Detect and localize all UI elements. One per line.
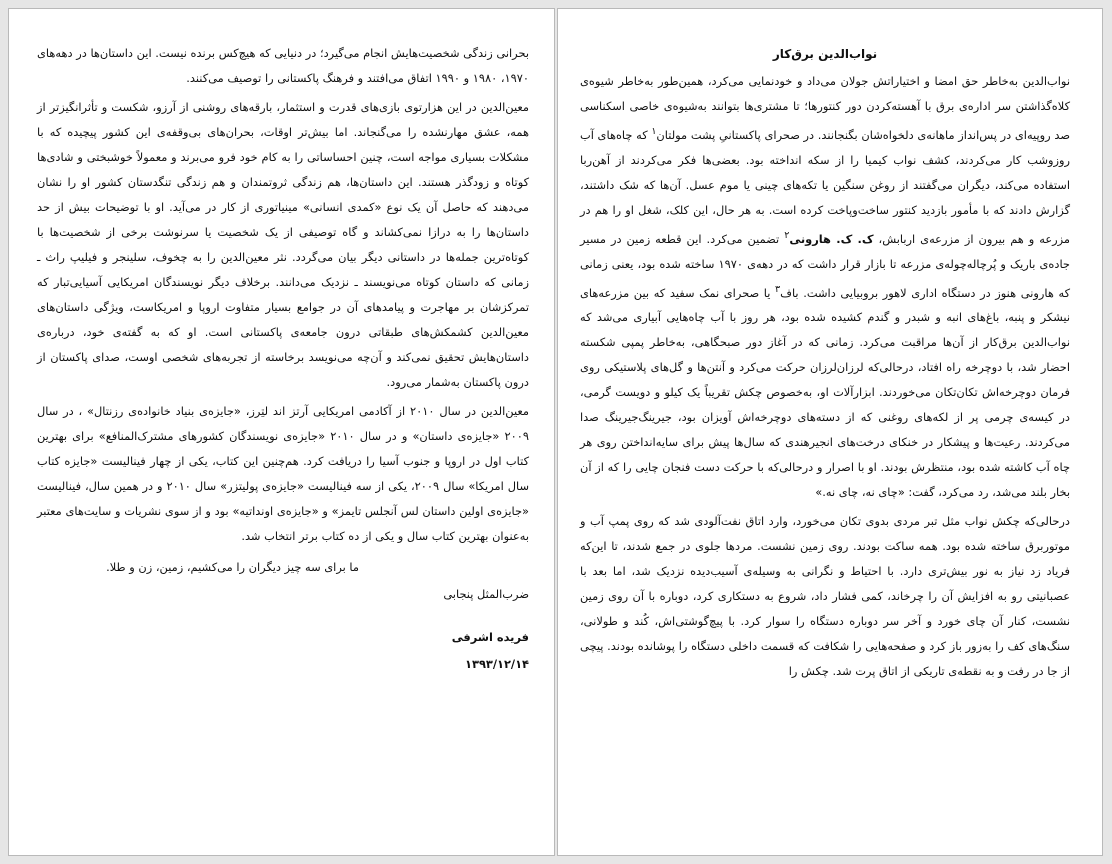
p1-text-b: که چاه‌های آب روزوشب کار می‌کردند، کشف نواب کیمیا را از سکه انداخته بود. بعضی‌ها فکر می‌کردند از آهن‌ربا استفاده می‌کند، دیگران می‌گفتند از روغن سنگین یا تکه‌های چینی یا موم عسل. آن‌ها که شک داشتند، گزارش دادند که با مأمور بازدید کنتور ساخت‌وپاخت کرده است. به هر حال، این کلک، شغل او را هم در مزرعه و هم بیرون از مزرعه‌ی اربابش، [580,127,1071,246]
left-paragraph-2: معین‌الدین در این هزارتوی بازی‌های قدرت و استثمار، بارقه‌های روشنی از آرزو، شکست و تأثرانگیزتر از همه، عشق مهارنشده را می‌گنجاند. اما بیش‌تر اوقات، بحران‌های بی‌وقفه‌ی این کشور پیچیده که با مشکلات بسیاری مواجه است، چنین احساساتی را به کام خود فرو می‌برند و معمولاً خوشبختی و شادی‌ها کوتاه و زودگذر هستند. این داستان‌ها، هم زندگی ثروتمندان و هم زندگی تنگدستان کشور او را نشان می‌دهند که حاصل آن یک نوع «کمدی انسانی» مینیاتوری از کار در می‌آید. او با توضیحات بیش از حد داستان‌ها را به درازا نمی‌کشاند و گاه توصیفی از یک شخصیت یا سرنوشت برخی از شخصیت‌ها با کوتاه‌ترین جمله‌ها در داستانی دیگر بیان می‌گردد. نثر معین‌الدین را به چخوف، سلینجر و فیلیپ راث ـ زمانی که داستان کوتاه می‌نویسند ـ نزدیک می‌دانند. برخلاف دیگر نویسندگان امریکایی آسیایی‌تبار که تمرکزشان بر مهاجرت و پیامدهای آن در جوامع بسیار متفاوت اروپا و امریکاست، ویژگی داستان‌های معین‌الدین کشمکش‌های طبقاتی درون جامعه‌ی پاکستانی است. او که به گفته‌ی خود، درباره‌ی داستان‌هایش تحقیق نمی‌کند و آن‌چه می‌نویسد برخاسته از تجربه‌های شخصی اوست، صدای پاکستان از درون پاکستان به‌شمار می‌رود. [37,100,529,389]
owner-name: ک. ک. هارونی [789,231,874,246]
right-page [557,8,1103,856]
left-paragraph-3: معین‌الدین در سال ۲۰۱۰ از آکادمی امریکایی آرتز اند لتِرز، «جایزه‌ی بنیاد خانواده‌ی رزنتال» ، در سال ۲۰۰۹ «جایزه‌ی داستان» و در سال ۲۰۱۰ «جایزه‌ی نویسندگان کشورهای مشترک‌المنافع» برای بهترین کتاب اول در اروپا و جنوب آسیا را دریافت کرد. هم‌چنین این کتاب، یکی از چهار فینالیست «جایزه کتاب سال امریکا» سال ۲۰۰۹، یکی از سه فینالیست «جایزه‌ی پولیتزر» سال ۲۰۱۰ و در همین سال، فینالیست «جایزه‌ی اولین داستان لس آنجلس تایمز» و «جایزه‌ی اونداتیه» بود و از سوی نشریات و سایت‌های معتبر به‌عنوان بهترین کتاب سال و یکی از ده کتاب برتر انتخاب شد. [37,404,529,543]
p1-text-a: نواب‌الدین به‌خاطر حق امضا و اختیاراتش جولان می‌داد و خودنمایی می‌کرد، همین‌طور به‌خاطر شیوه‌ی کلاه‌گذاشتن سر اداره‌ی برق با آهسته‌کردن دور کنتورها؛ تا مشتری‌ها بتوانند به‌شیوه‌ی خاصی اسکناسی صد روپیه‌ای در پس‌انداز ماهانه‌ی دلخواه‌شان بگنجانند. در صحرای پاکستانیِ پشت مولتان [580,74,1070,142]
p1-text-c: تضمین می‌کرد. این قطعه زمین در مسیر جاده‌ی باریک و پُرچاله‌چوله‌ی مزرعه تا بازار قرار داشت که در دهه‌ی ۱۹۷۰ ساخته شده بود، یعنی زمانی که هارونی هنوز در دستگاه اداری لاهور بروبیایی داشت. باف [580,231,1070,300]
left-text-column [37,41,529,677]
footnote-ref-2[interactable]: ۲ [784,229,790,241]
epigraph-source: ضرب‌المثل پنجابی [443,587,529,601]
p1-text-d: یا صحرای نمک سفید که بین مزرعه‌های نیشکر و پنبه، باغ‌های انبه و شبدر و گندم کشیده شده بود، هر روز با آب چاه‌هایی آبیاری می‌شد که نواب‌الدین برق‌کار از آن‌ها مراقبت می‌کرد. زمانی که در آغاز دور صبحگاهی، به‌خاطر پمپی شکسته احضار شد، با دوچرخه راه افتاد، درحالی‌که لرزان‌لرزان حرکت می‌کرد و آنتن‌ها و گل‌های پلاستیکی روی فرمان دوچرخه‌اش تکان‌تکان می‌خوردند. ابزارآلات او، به‌خصوص چکش تقریباً یک کیلو و دویست گرمی، در کیسه‌ی چرمی پر از لکه‌های روغنی که از دسته‌های دوچرخه‌اش آویزان بود، جیرینگ‌جیرینگ صدا می‌کردند. رعیت‌ها و پیشکار در خنکای درخت‌های انجیرهندی که سال‌ها پیش برای سایه‌انداختن روی هر چاه آب کاشته شده بود، منتظرش بودند. او با اصرار و درحالی‌که با حرکت دست فنجان چایی را که از آن بخار بلند می‌شد، رد می‌کرد، گفت: «چای نه، چای نه.» [580,285,1070,500]
footnote-ref-3[interactable]: ۳ [775,283,781,295]
right-paragraph-2: درحالی‌که چکش نواب مثل تبر مردی بدوی تکان می‌خورد، وارد اتاق نفت‌آلودی شد که روی پمپ آب و موتوربرق ساخته شده بود. همه ساکت بودند. روی زمین نشست. مردها جلوی در جمع شدند، تا این‌که فریاد زد نیاز به نور بیش‌تری دارد. با احتیاط و نگرانی به وسیله‌ی آسیب‌دیده نزدیک شد، اما بعد با عصبانیتی رو به افزایش آن را چرخاند، کمی فشار داد، شروع به دستکاری کرد، دوباره با آن روی زمین نشست، کنار آن چای خورد و آخر سر دوباره دستگاه را سوار کرد. با پیچ‌گوشتی‌اش، کُند و طولانی، سنگ‌های کف را به‌زور باز کرد و صفحه‌هایی را شکافت که قسمت داخلی دستگاه را پوشانده بودند. پیچی از جا در رفت و به نقطه‌ی تاریکی از اتاق پرت شد. چکش را [580,514,1070,679]
right-text-column [580,41,1070,684]
translator-signature: فریده اشرفی [451,630,529,644]
right-paragraph-1 [580,69,1070,505]
signature-date: ۱۳۹۳/۱۲/۱۴ [465,657,529,671]
epigraph-verse: ما برای سه چیز دیگران را می‌کشیم، زمین، زن و طلا. [106,560,359,574]
left-page [8,8,555,856]
footnote-ref-1[interactable]: ۱ [651,126,657,137]
story-title: نواب‌الدین برق‌کار [772,47,878,61]
left-paragraph-1: بحرانی زندگی شخصیت‌هایش انجام می‌گیرد؛ در دنیایی که هیچ‌کس برنده نیست. این داستان‌ها در دهه‌های ۱۹۷۰، ۱۹۸۰ و ۱۹۹۰ اتفاق می‌افتند و فرهنگ پاکستانی را توصیف می‌کنند. [37,46,529,85]
